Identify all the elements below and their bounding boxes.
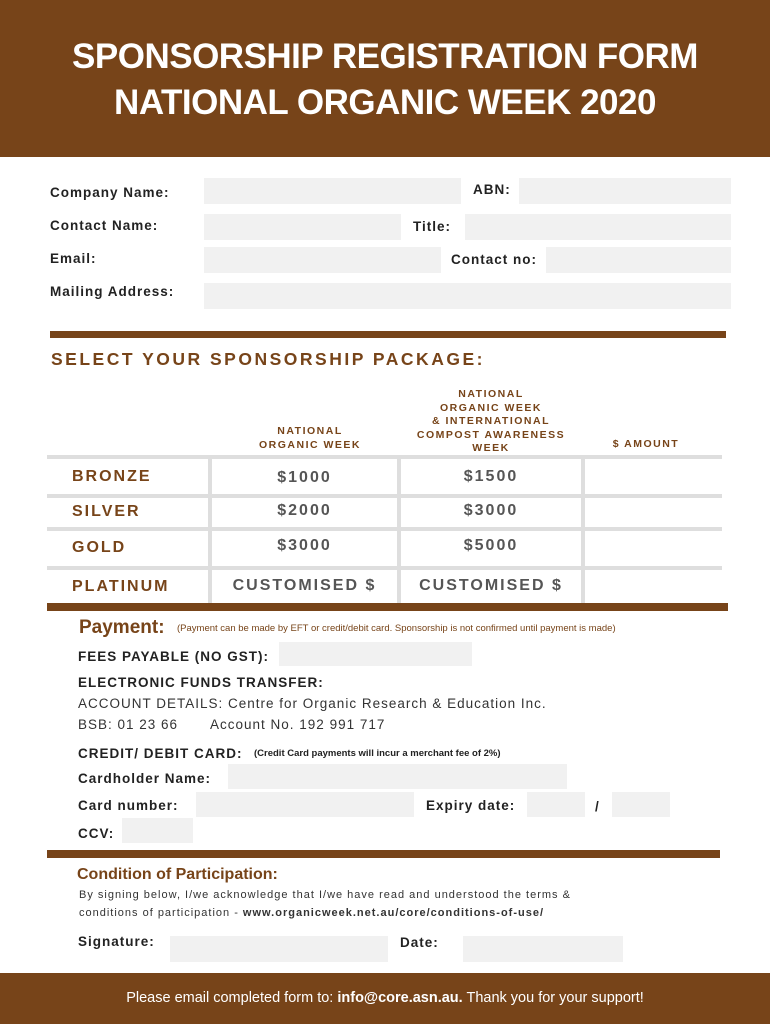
col-header-combined [401,388,581,456]
gold-combined-price: $5000 [463,537,519,554]
platinum-now-price: CUSTOMISED $ [232,577,377,594]
expiry-month-field[interactable] [527,792,585,817]
col2-line1: NATIONAL [458,388,524,400]
table-rule [47,455,722,459]
account-details: ACCOUNT DETAILS: Centre for Organic Research & Education Inc. [78,696,547,711]
fees-payable-field[interactable] [279,642,472,666]
bronze-combined-price: $1500 [463,468,519,485]
abn-label: ABN: [473,182,511,197]
ccv-label: CCV: [78,826,115,841]
col2-line3: & INTERNATIONAL [432,415,550,427]
conditions-prefix: conditions of participation - [79,907,243,919]
table-rule [47,527,722,531]
payment-heading: Payment: [79,617,165,638]
conditions-text-line1: By signing below, I/we acknowledge that I/we have read and understood the terms & [79,889,571,901]
account-number: Account No. 192 991 717 [210,717,386,732]
silver-amount-cell[interactable] [587,500,720,525]
col-header-amount: $ AMOUNT [612,438,680,450]
expiry-label: Expiry date: [426,798,516,813]
col1-line2: ORGANIC WEEK [259,438,361,451]
table-col-rule [581,459,585,604]
title-field[interactable] [465,214,731,240]
date-label: Date: [400,935,439,950]
footer-email[interactable]: info@core.asn.au. [337,990,463,1006]
footer-suffix: Thank you for your support! [462,990,644,1006]
title-label: Title: [413,219,452,234]
col2-line2: ORGANIC WEEK [440,401,542,414]
silver-now-price: $2000 [277,502,332,519]
col1-line1: NATIONAL [277,425,343,437]
expiry-slash: / [595,799,600,814]
col-header-national-organic-week [213,425,407,452]
card-number-label: Card number: [78,798,179,813]
company-name-label: Company Name: [50,185,170,200]
fees-payable-label: FEES PAYABLE (NO GST): [78,649,270,664]
tier-gold: GOLD [72,539,127,556]
contact-name-label: Contact Name: [50,218,159,233]
form-subtitle: NATIONAL ORGANIC WEEK 2020 [114,83,656,122]
contact-name-field[interactable] [204,214,401,240]
table-rule [47,566,722,570]
contact-no-field[interactable] [546,247,731,273]
email-field[interactable] [204,247,441,273]
company-name-field[interactable] [204,178,461,204]
bsb-number: BSB: 01 23 66 [78,717,179,732]
signature-field[interactable] [170,936,388,962]
conditions-link[interactable]: www.organicweek.net.au/core/conditions-of-use/ [242,907,545,919]
table-rule [47,494,722,498]
gold-now-price: $3000 [277,537,332,554]
package-heading: SELECT YOUR SPONSORSHIP PACKAGE: [51,349,485,369]
footer-message [0,990,770,1006]
cardholder-field[interactable] [228,764,567,789]
bronze-now-price: $1000 [277,469,332,486]
contact-no-label: Contact no: [451,252,537,267]
section-divider [47,850,720,858]
silver-combined-price: $3000 [463,502,519,519]
conditions-heading: Condition of Participation: [77,866,278,883]
gold-amount-cell[interactable] [587,533,720,564]
section-divider [47,603,728,611]
platinum-amount-cell[interactable] [587,572,720,602]
eft-heading: ELECTRONIC FUNDS TRANSFER: [78,675,324,690]
mailing-address-field[interactable] [204,283,731,309]
payment-note: (Payment can be made by EFT or credit/debit card. Sponsorship is not confirmed until payment is made) [177,623,616,634]
expiry-year-field[interactable] [612,792,670,817]
card-heading: CREDIT/ DEBIT CARD: [78,746,243,761]
card-note: (Credit Card payments will incur a merchant fee of 2%) [254,748,501,759]
abn-field[interactable] [519,178,731,204]
date-field[interactable] [463,936,623,962]
section-divider [50,331,726,338]
tier-silver: SILVER [72,503,141,520]
signature-label: Signature: [78,934,155,949]
mailing-address-label: Mailing Address: [50,284,175,299]
cardholder-label: Cardholder Name: [78,771,212,786]
col2-line5: WEEK [472,442,510,454]
bronze-amount-cell[interactable] [587,461,720,492]
header-banner [0,0,770,157]
platinum-combined-price: CUSTOMISED $ [419,577,563,594]
email-label: Email: [50,251,97,266]
form-title: SPONSORSHIP REGISTRATION FORM [72,37,698,76]
tier-bronze: BRONZE [72,468,152,485]
footer-prefix: Please email completed form to: [126,990,338,1006]
ccv-field[interactable] [122,818,193,843]
tier-platinum: PLATINUM [72,578,170,595]
conditions-text-line2 [79,907,544,919]
col2-line4: COMPOST AWARENESS [416,428,566,441]
card-number-field[interactable] [196,792,414,817]
